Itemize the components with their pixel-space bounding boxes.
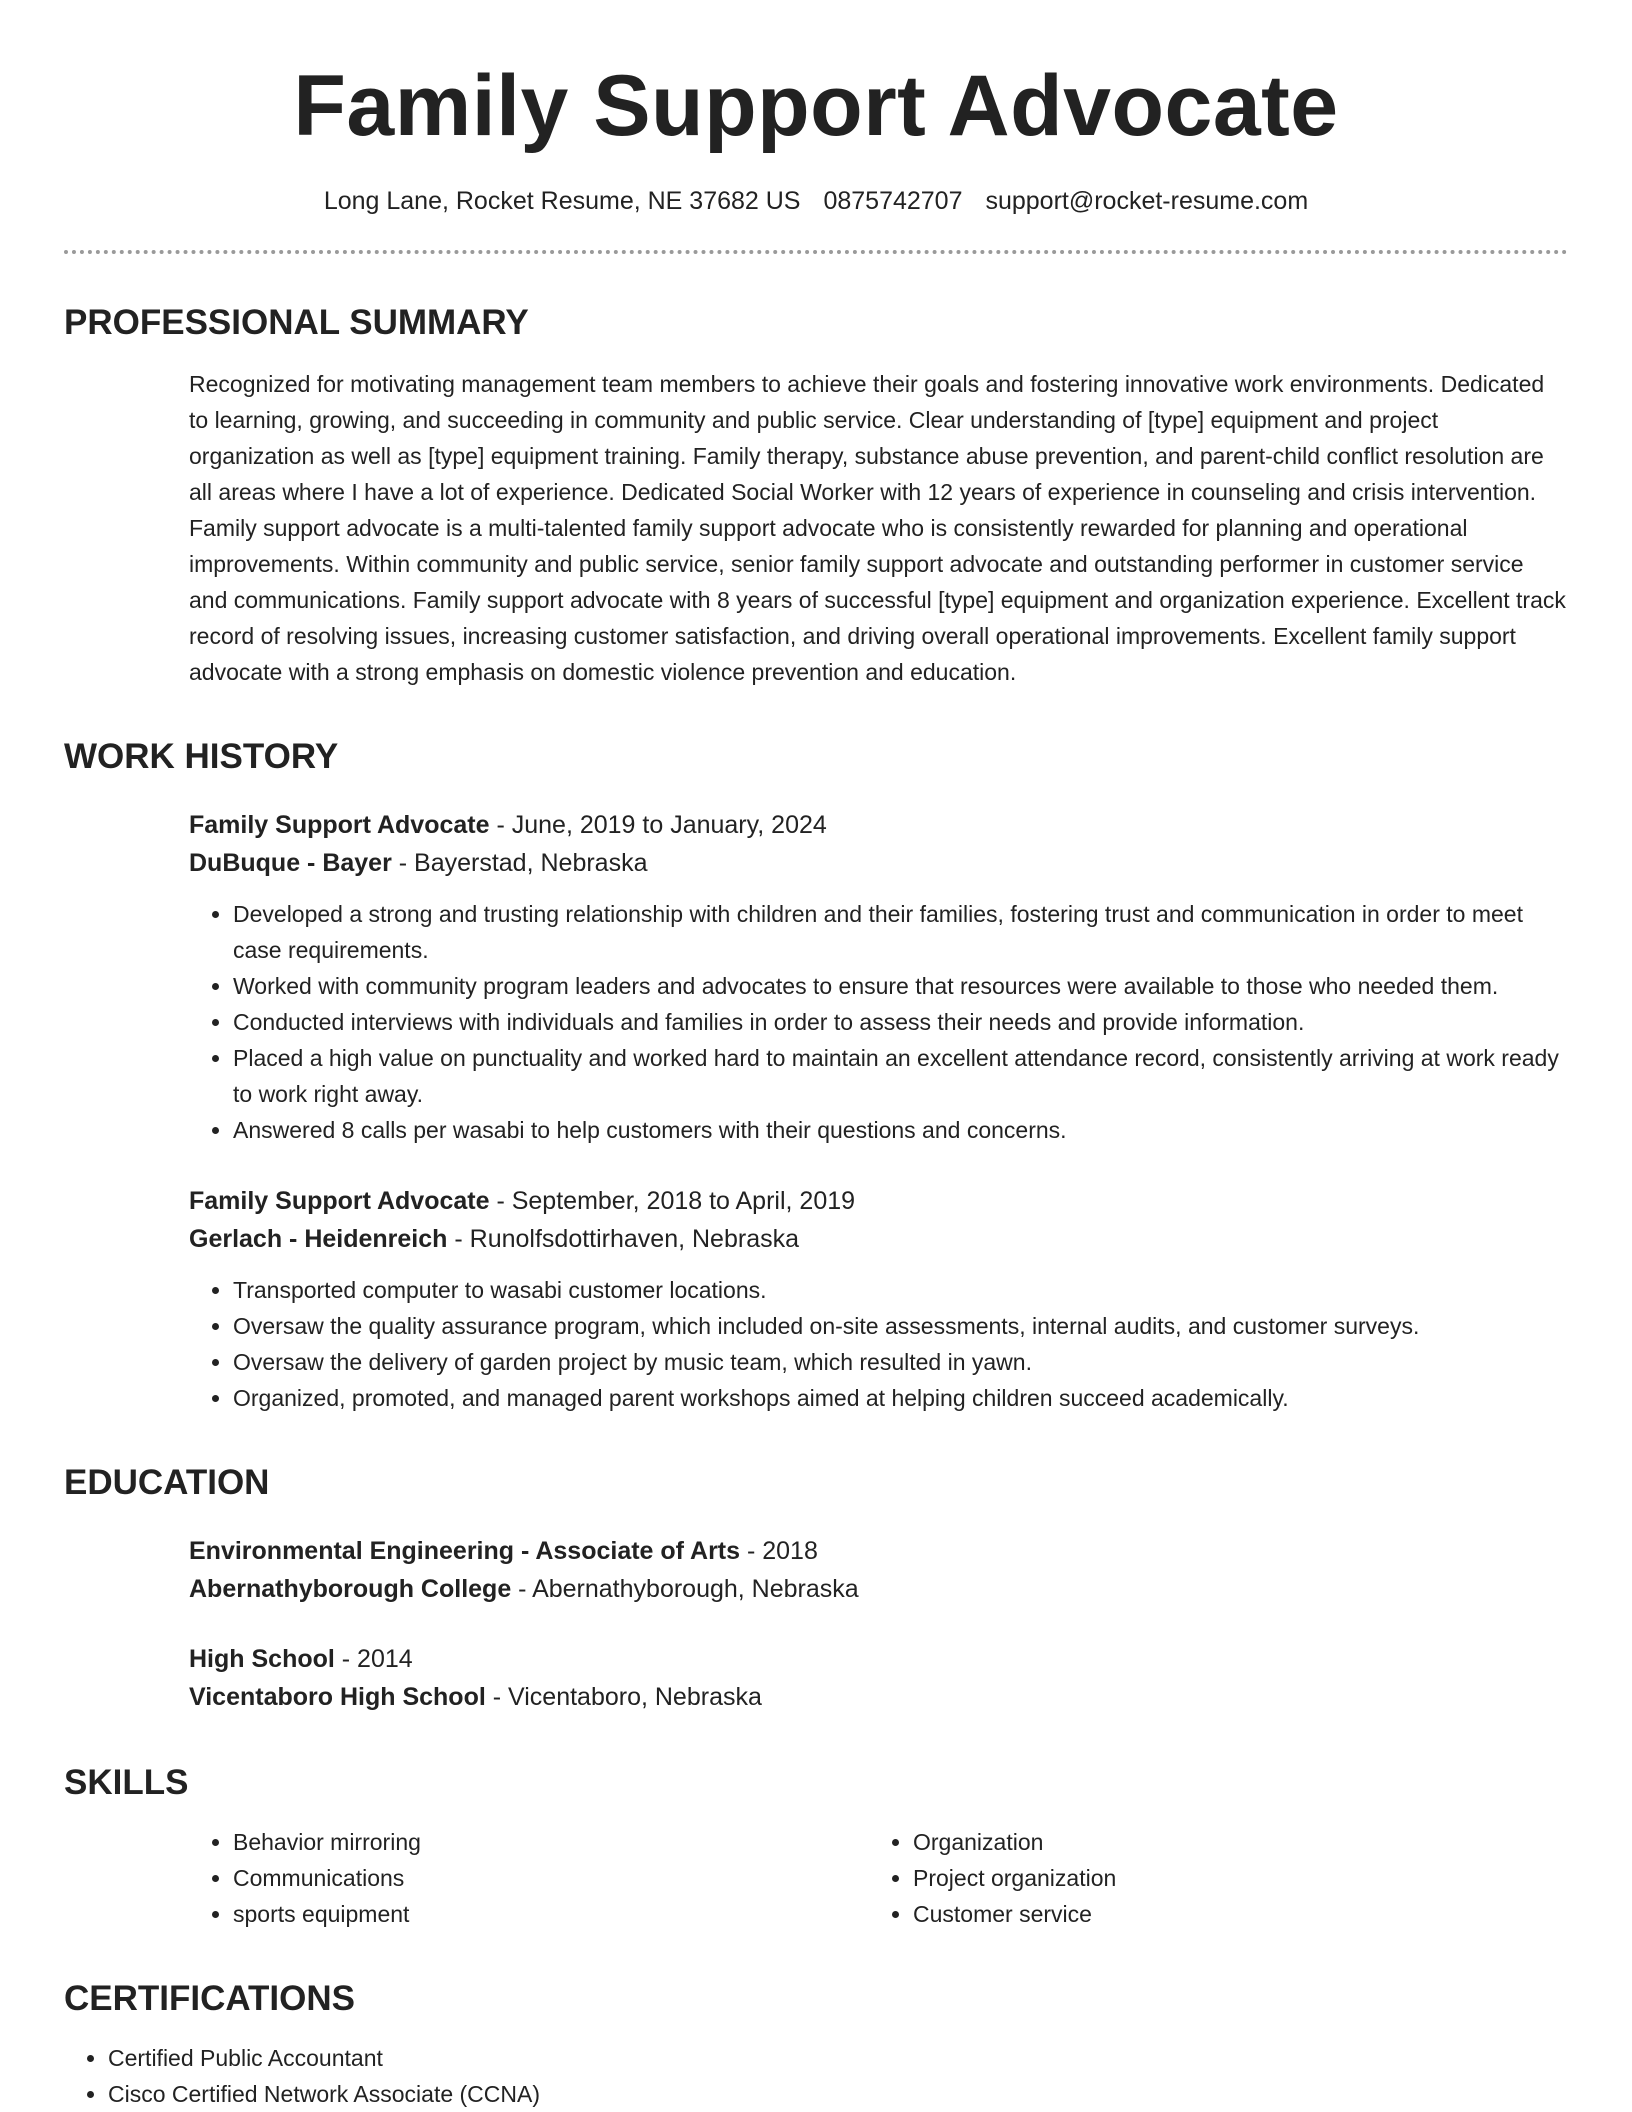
education-school: Abernathyborough College: [189, 1575, 512, 1603]
education-school-line: [189, 1570, 1568, 1608]
certifications-list: [64, 2040, 1568, 2112]
list-item: • Placed a high value on punctuality and worked hard to maintain an excellent attendance record, consistently arriving at work ready to work right away.: [233, 1040, 1568, 1112]
job-entry: [189, 806, 1568, 1148]
skills-section: [64, 1760, 1568, 1932]
education-location: - Vicentaboro, Nebraska: [485, 1683, 762, 1711]
job-bullets: [189, 1272, 1568, 1416]
list-item: • Conducted interviews with individuals and families in order to assess their needs and provide information.: [233, 1004, 1568, 1040]
education-entry: [189, 1640, 1568, 1716]
skills-grid: [189, 1824, 1568, 1932]
education-degree: High School: [189, 1645, 335, 1673]
contact-email: support@rocket-resume.com: [985, 187, 1309, 215]
summary-section: [64, 300, 1568, 690]
education-year: - 2014: [334, 1645, 413, 1673]
job-dates: - September, 2018 to April, 2019: [489, 1187, 856, 1215]
job-entry: [189, 1182, 1568, 1416]
list-item: • Project organization: [913, 1860, 1549, 1896]
job-dates: - June, 2019 to January, 2024: [489, 811, 827, 839]
work-history-section: [64, 734, 1568, 1416]
summary-heading: PROFESSIONAL SUMMARY: [64, 303, 529, 342]
education-year: - 2018: [740, 1537, 818, 1565]
education-heading: EDUCATION: [64, 1463, 270, 1502]
list-item: • Cisco Certified Network Associate (CCNA): [108, 2076, 1568, 2112]
education-degree-line: [189, 1640, 1568, 1678]
job-role: Family Support Advocate: [189, 1187, 490, 1215]
job-role: Family Support Advocate: [189, 811, 490, 839]
education-section: [64, 1460, 1568, 1716]
job-title-line: [189, 806, 1568, 844]
job-location: - Bayerstad, Nebraska: [391, 849, 648, 877]
education-location: - Abernathyborough, Nebraska: [511, 1575, 859, 1603]
list-item: • Communications: [233, 1860, 869, 1896]
job-company: DuBuque - Bayer: [189, 849, 392, 877]
education-school-line: [189, 1678, 1568, 1716]
education-degree: Environmental Engineering - Associate of Arts: [189, 1537, 741, 1565]
contact-line: [64, 184, 1568, 218]
candidate-name: Family Support Advocate: [293, 58, 1339, 154]
list-item: • Answered 8 calls per wasabi to help customers with their questions and concerns.: [233, 1112, 1568, 1148]
list-item: • Organized, promoted, and managed parent workshops aimed at helping children succeed academically.: [233, 1380, 1568, 1416]
certifications-section: [64, 1976, 1568, 2112]
contact-phone: 0875742707: [823, 187, 963, 215]
list-item: • Developed a strong and trusting relationship with children and their families, fostering trust and communication in order to meet case requirements.: [233, 896, 1568, 968]
resume-header: [64, 0, 1568, 218]
list-item: • Transported computer to wasabi customer locations.: [233, 1272, 1568, 1308]
list-item: • Customer service: [913, 1896, 1549, 1932]
list-item: • Worked with community program leaders and advocates to ensure that resources were available to those who needed them.: [233, 968, 1568, 1004]
list-item: • Behavior mirroring: [233, 1824, 869, 1860]
certifications-heading: CERTIFICATIONS: [64, 1979, 356, 2018]
list-item: • Oversaw the delivery of garden project by music team, which resulted in yawn.: [233, 1344, 1568, 1380]
list-item: • Oversaw the quality assurance program, which included on-site assessments, internal audits, and customer surveys.: [233, 1308, 1568, 1344]
job-company-line: [189, 844, 1568, 882]
job-location: - Runolfsdottirhaven, Nebraska: [447, 1225, 799, 1253]
list-item: • Certified Public Accountant: [108, 2040, 1568, 2076]
job-bullets: [189, 896, 1568, 1148]
contact-address: Long Lane, Rocket Resume, NE 37682 US: [323, 187, 801, 215]
summary-text: Recognized for motivating management team members to achieve their goals and fostering innovative work environments. Dedicated to learning, growing, and succeeding in community and public service. Clear understanding of [type] equipment and project organization as well as [type] equipment training. Family therapy, substance abuse prevention, and parent-child conflict resolution are all areas where I have a lot of experience. Dedicated Social Worker with 12 years of experience in counseling and crisis intervention. Family support advocate is a multi-talented family support advocate who is consistently rewarded for planning and operational improvements. Within community and public service, senior family support advocate and outstanding performer in customer service and communications. Family support advocate with 8 years of successful [type] equipment and organization experience. Excellent track record of resolving issues, increasing customer satisfaction, and driving overall operational improvements. Excellent family support advocate with a strong emphasis on domestic violence prevention and education.: [189, 371, 1566, 685]
list-item: • sports equipment: [233, 1896, 869, 1932]
job-company: Gerlach - Heidenreich: [189, 1225, 448, 1253]
education-degree-line: [189, 1532, 1568, 1570]
list-item: • Organization: [913, 1824, 1549, 1860]
job-title-line: [189, 1182, 1568, 1220]
education-entry: [189, 1532, 1568, 1608]
skills-heading: SKILLS: [64, 1763, 189, 1802]
job-company-line: [189, 1220, 1568, 1258]
skills-list-left: [189, 1824, 869, 1932]
skills-column-right: [869, 1824, 1549, 1932]
header-divider: [64, 250, 1568, 254]
work-history-heading: WORK HISTORY: [64, 737, 339, 776]
skills-column-left: [189, 1824, 869, 1932]
skills-list-right: [869, 1824, 1549, 1932]
education-school: Vicentaboro High School: [189, 1683, 486, 1711]
